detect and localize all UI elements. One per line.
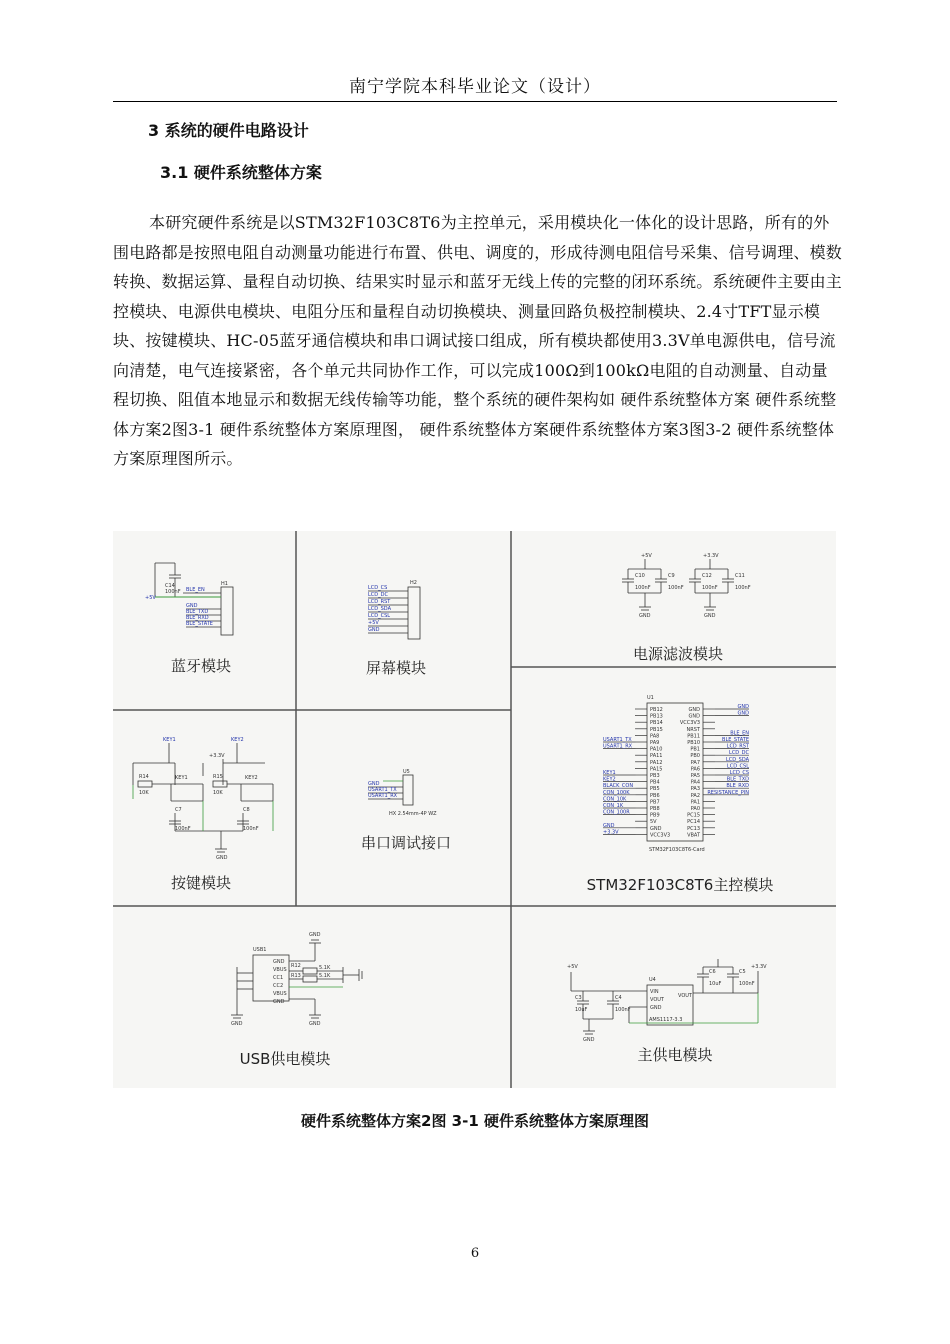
mcu-right-pin-label: VCC3V3: [679, 720, 700, 727]
screen-module: [366, 580, 426, 677]
figure-caption: 硬件系统整体方案2图 3-1 硬件系统整体方案原理图: [301, 1112, 649, 1130]
mp-pin-1: VIN: [650, 989, 659, 995]
bt-cap-value: 100nF: [165, 589, 181, 595]
bluetooth-module: [145, 563, 233, 675]
lcd-header-ref: H2: [410, 580, 417, 586]
key-cap-1: C7: [175, 807, 182, 813]
lcd-pin-6: +5V: [368, 620, 379, 626]
mcu-left-net-label: CON_100K: [603, 789, 630, 796]
key-cap-2: C8: [243, 807, 250, 813]
mcu-right-net-label: BLE_EN: [730, 730, 749, 737]
usb-pin-3: CC1: [273, 975, 284, 981]
pf-cap-3: C12: [702, 573, 712, 579]
lcd-pin-4: LCD_SDA: [368, 606, 391, 612]
mcu-left-pin-label: PB8: [650, 806, 660, 812]
mcu-left-pin-label: PB14: [650, 720, 663, 727]
mcu-right-pin-label: PA7: [690, 759, 700, 766]
mcu-left-pin-label: PA12: [650, 759, 663, 766]
mp-pin-2: VOUT: [650, 997, 664, 1003]
mp-cap-4-val: 100nF: [739, 981, 755, 987]
ser-part: HX 2.54mm-4P WZ: [389, 811, 437, 817]
mcu-left-pin-label: PB3: [650, 773, 660, 779]
mcu-right-net-label: RESISTANCE_PIN: [707, 789, 749, 796]
lcd-pin-3: LCD_RST: [368, 599, 391, 605]
module-label-main-power: 主供电模块: [637, 1046, 713, 1064]
usb-res-1: R12: [291, 963, 301, 969]
lcd-pin-5: LCD_CSL: [368, 613, 391, 619]
usb-ref: USB1: [253, 947, 267, 953]
mcu-right-net-label: LCD_CS: [729, 770, 749, 776]
mp-cap-2: C4: [615, 995, 622, 1001]
pf-cap-2-val: 100nF: [668, 585, 684, 591]
module-label-power-filter: 电源滤波模块: [632, 645, 724, 663]
bt-pin-3: BLE_TXD: [186, 609, 209, 615]
ser-net-3: USART1_RX: [368, 793, 398, 799]
mcu-right-pin-label: PA4: [690, 779, 700, 786]
mcu-right-pin-label: NRST: [686, 726, 700, 733]
mcu-right-net-label: LCD_CSL: [726, 763, 749, 770]
mcu-left-pin-label: PA10: [650, 746, 663, 753]
mcu-right-pin-label: PB1: [690, 746, 700, 753]
mcu-left-net-label: CON_10K: [603, 796, 627, 803]
mcu-right-net-label: GND: [737, 704, 749, 710]
page-number: 6: [470, 1246, 480, 1261]
mcu-part: STM32F103C8T6-Card: [649, 847, 705, 853]
mcu-right-net-label: BLE_STATE: [722, 737, 749, 743]
key-res-2-val: 10K: [213, 790, 223, 796]
mcu-left-pin-label: PB15: [650, 726, 663, 733]
mcu-right-pin-label: PA2: [690, 792, 700, 799]
mcu-right-pin-label: PB11: [687, 733, 700, 740]
mcu-module: [587, 695, 774, 894]
key-res-2: R15: [213, 774, 223, 780]
mcu-left-net-label: +3.3V: [603, 829, 619, 836]
module-label-screen: 屏幕模块: [365, 659, 427, 677]
mp-cap-1: C3: [575, 995, 582, 1001]
subsection-heading: 3.1 硬件系统整体方案: [160, 163, 322, 182]
pf-cap-1-val: 100nF: [635, 585, 651, 591]
key-net-2: KEY2: [231, 737, 244, 743]
mp-pin-3: GND: [650, 1005, 662, 1011]
ser-ref: U5: [403, 769, 410, 775]
schematic-canvas: [113, 531, 836, 1088]
mcu-left-pin-label: PB6: [650, 792, 660, 799]
mp-cap-3-val: 10uF: [709, 981, 722, 987]
bt-cap-ref: C14: [165, 583, 175, 589]
mcu-right-pin-label: PC15: [687, 812, 700, 819]
mcu-left-net-label: CON_100R: [603, 809, 630, 816]
mcu-left-pin-label: VCC3V3: [650, 832, 671, 839]
mp-cap-4: C5: [739, 969, 746, 975]
lcd-pin-2: LCD_DC: [368, 592, 388, 598]
mcu-right-pin-label: GND: [688, 713, 700, 720]
mcu-left-net-label: KEY2: [603, 776, 616, 783]
mcu-right-net-label: LCD_SDA: [726, 756, 749, 763]
pf-cap-3-val: 100nF: [702, 585, 718, 591]
usb-pin-5: VBUS: [273, 991, 287, 997]
mcu-right-pin-label: PA6: [690, 766, 700, 773]
usb-pin-4: CC2: [273, 983, 284, 989]
section-heading: 3 系统的硬件电路设计: [148, 121, 309, 140]
mcu-left-pin-label: PB12: [650, 707, 663, 713]
body-paragraph: 本研究硬件系统是以STM32F103C8T6为主控单元，采用模块化一体化的设计思路，所有的外围电路都是按照电阻自动测量功能进行布置、供电、调度的，形成待测电阻信号采集、信号调理、模数转换、数据运算、量程自动切换、结果实时显示和蓝牙无线上传的完整的闭环系统。系统硬件主要由主控模块、电源供电模块、电阻分压和量程自动切换模块、测量回路负极控制模块、2.4寸TFT显示模块、按键模块、HC-05蓝牙通信模块和串口调试接口组成，所有模块都使用3.3V单电源供电，信号流向清楚，电气连接紧密，各个单元共同协作工作，可以完成100Ω到100kΩ电阻的自动测量、自动量程切换、阻值本地显示和数据无线传输等功能，整个系统的硬件架构如 硬件系统整体方案 硬件系统整体方案2图3-1 硬件系统整体方案原理图， 硬件系统整体方案硬件系统整体方案3图3-2 硬件系统整体方案原理图所示。: [113, 213, 843, 468]
key-net-1: KEY1: [163, 737, 176, 743]
module-label-serial-debug: 串口调试接口: [360, 834, 452, 852]
mp-gnd: GND: [583, 1037, 595, 1043]
bt-pin-4: BLE_RXD: [186, 615, 209, 621]
lcd-pin-1: LCD_CS: [368, 585, 388, 591]
mcu-right-pin-label: PB10: [687, 740, 700, 746]
mcu-left-pin-label: GND: [650, 825, 662, 832]
mp-cap-1-val: 10uF: [575, 1007, 588, 1013]
module-dividers: [113, 531, 836, 1088]
usb-gnd-bottom: GND: [309, 1021, 321, 1027]
power-filter-module: [622, 553, 751, 663]
key-sw-1: KEY1: [175, 775, 188, 781]
lcd-pin-7: GND: [368, 627, 380, 633]
key-res-1-val: 10K: [139, 790, 149, 796]
pf-left-vcc: +5V: [641, 553, 652, 559]
bt-header-ref: H1: [221, 581, 228, 587]
usb-pin-1: GND: [273, 959, 285, 965]
mcu-left-pin-label: PB13: [650, 713, 663, 720]
mcu-right-pin-label: PC14: [687, 819, 700, 826]
mcu-right-pin-label: PA5: [690, 773, 700, 779]
mp-ref: U4: [649, 977, 656, 983]
pf-gnd-left: GND: [639, 613, 651, 619]
mcu-left-pin-label: PB4: [650, 779, 660, 786]
mp-cap-3: C6: [709, 969, 716, 975]
mcu-right-pin-label: PA0: [690, 806, 700, 812]
mcu-right-net-label: GND: [737, 710, 749, 717]
mcu-left-pin-label: PB7: [650, 799, 660, 806]
mcu-left-net-label: USART1_TX: [603, 737, 632, 743]
mcu-right-pin-label: PC13: [687, 825, 700, 832]
mcu-left-net-label: USART1_RX: [603, 743, 633, 750]
key-gnd: GND: [216, 855, 228, 861]
usb-gnd-top: GND: [309, 932, 321, 938]
pf-gnd-right: GND: [704, 613, 716, 619]
mcu-right-net-label: BLE_TXD: [726, 776, 749, 783]
mcu-right-net-label: LCD_RST: [726, 743, 749, 750]
mcu-right-net-label: BLE_RXD: [726, 783, 749, 790]
pf-cap-4: C11: [735, 573, 745, 579]
key-vcc: +3.3V: [209, 753, 225, 759]
key-cap-1-val: 100nF: [175, 826, 191, 832]
header-rule: [113, 101, 837, 102]
usb-power-module: [231, 932, 362, 1068]
mp-vcc-out: +3.3V: [751, 964, 767, 970]
pf-cap-4-val: 100nF: [735, 585, 751, 591]
module-label-mcu: STM32F103C8T6主控模块: [586, 876, 774, 894]
pf-right-vcc: +3.3V: [703, 553, 719, 559]
mcu-left-net-label: BLACK_CON: [603, 783, 634, 790]
mcu-left-net-label: CON_1K: [603, 803, 624, 809]
pf-cap-2: C9: [668, 573, 675, 579]
hardware-schematic-figure: [113, 531, 836, 1088]
mcu-left-pin-label: PA8: [650, 733, 660, 740]
main-power-module: [567, 959, 767, 1064]
serial-debug-module: [361, 769, 451, 852]
mcu-right-pin-label: PA3: [690, 786, 700, 793]
usb-res-1-val: 5.1K: [319, 965, 331, 971]
module-label-keys: 按键模块: [170, 874, 232, 892]
mcu-left-pin-label: PB9: [650, 812, 660, 819]
mp-pin-4: VOUT: [678, 993, 692, 999]
usb-pin-6: GND: [273, 999, 285, 1005]
usb-res-2-val: 5.1K: [319, 973, 331, 979]
key-res-1: R14: [139, 774, 149, 780]
mcu-left-pin-label: PA15: [650, 766, 663, 773]
key-cap-2-val: 100nF: [243, 826, 259, 832]
ser-net-2: USART1_TX: [368, 787, 397, 793]
keys-module: [133, 737, 273, 892]
mcu-left-pin-label: PB5: [650, 786, 660, 793]
mcu-left-net-label: GND: [603, 822, 615, 829]
bt-pin-1: BLE_EN: [186, 587, 205, 593]
usb-res-2: R13: [291, 973, 301, 979]
mcu-left-pin-label: PA11: [650, 753, 663, 760]
module-label-usb-power: USB供电模块: [239, 1050, 331, 1068]
mcu-ref: U1: [647, 695, 654, 701]
bt-vcc-net: +5V: [145, 595, 156, 601]
mp-part: AMS1117-3.3: [649, 1017, 683, 1023]
mcu-right-net-label: LCD_DC: [729, 750, 749, 757]
running-header: 南宁学院本科毕业论文（设计）: [349, 77, 601, 97]
mcu-right-pin-label: PB0: [690, 753, 700, 760]
usb-pin-2: VBUS: [273, 967, 287, 973]
ser-net-1: GND: [368, 781, 380, 787]
mp-cap-2-val: 100nF: [615, 1007, 631, 1013]
mcu-right-pin-label: VBAT: [687, 832, 700, 839]
mcu-left-net-label: KEY1: [603, 770, 616, 776]
key-sw-2: KEY2: [245, 775, 258, 781]
bt-pin-2: GND: [186, 603, 198, 609]
mcu-left-pin-label: 5V: [650, 819, 657, 826]
usb-gnd-left: GND: [231, 1021, 243, 1027]
mp-vcc-in: +5V: [567, 964, 578, 970]
mcu-right-pin-label: PA1: [690, 799, 700, 806]
module-label-bluetooth: 蓝牙模块: [170, 657, 232, 675]
pf-cap-1: C10: [635, 573, 645, 579]
mcu-left-pin-label: PA9: [650, 740, 660, 746]
mcu-right-pin-label: GND: [688, 707, 700, 713]
bt-pin-5: BLE_STATE: [186, 621, 213, 627]
